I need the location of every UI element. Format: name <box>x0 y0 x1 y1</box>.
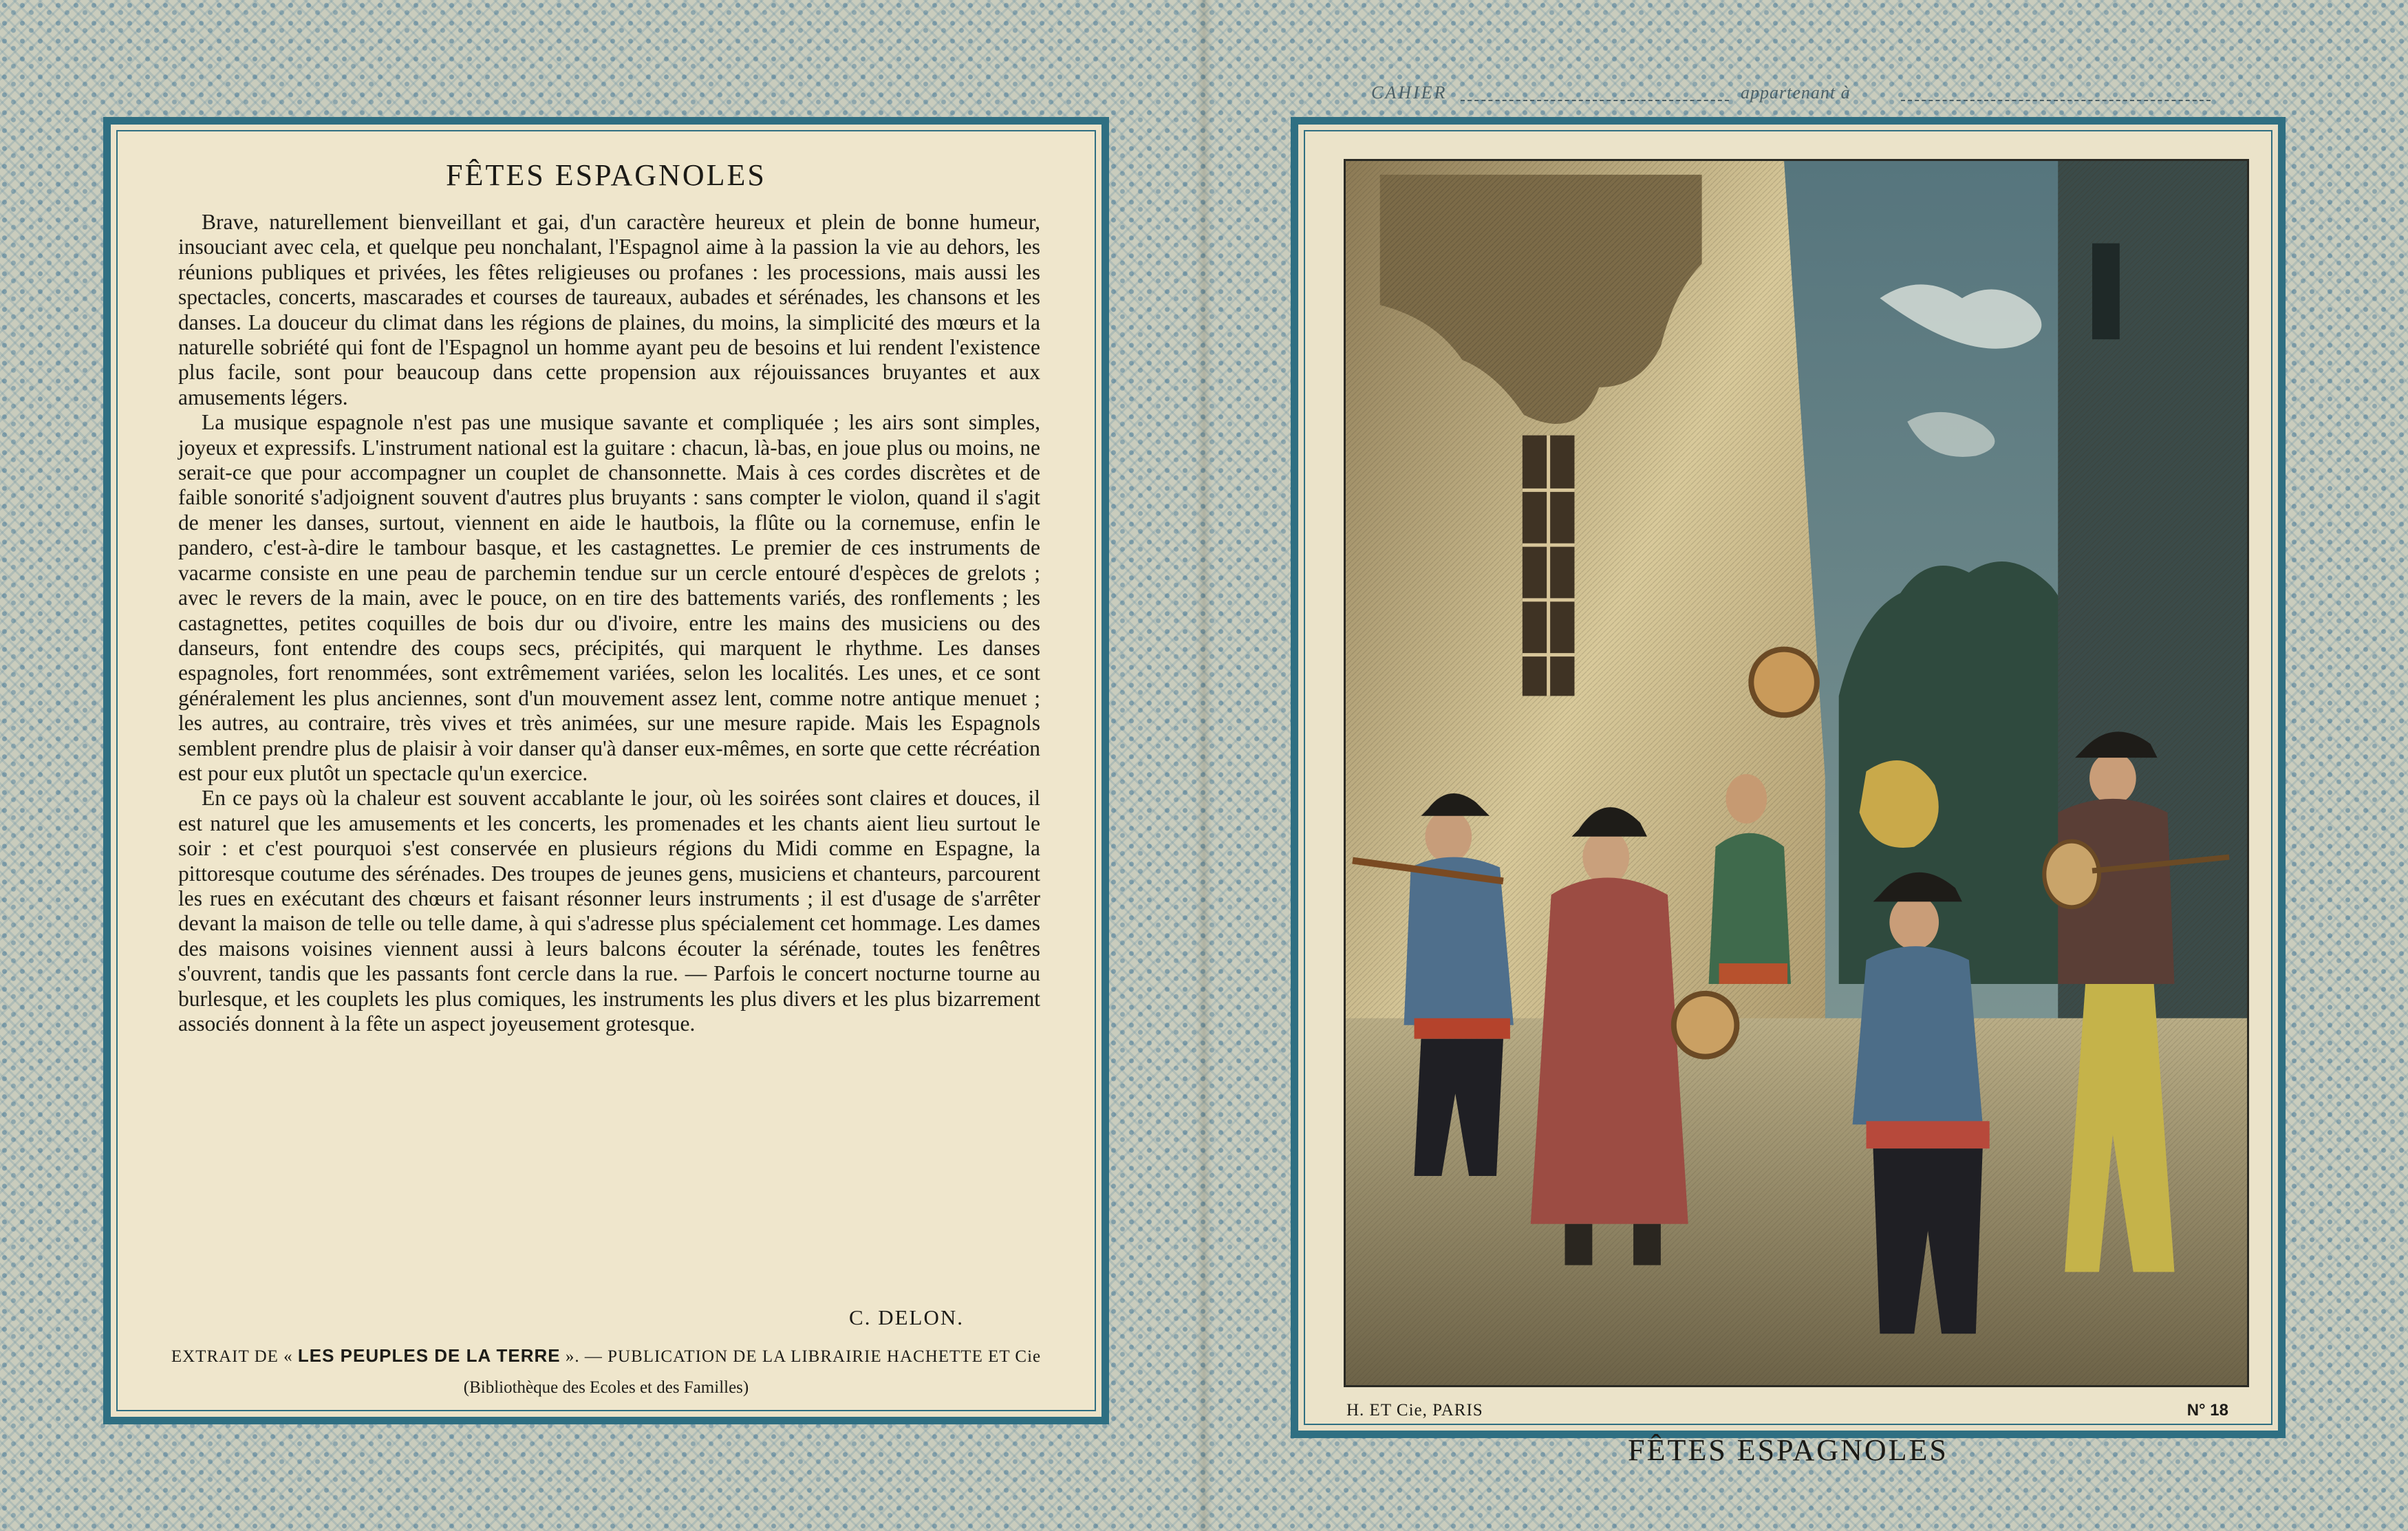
source-credit <box>118 1345 1095 1367</box>
source-work-title: LES PEUPLES DE LA TERRE <box>297 1345 561 1366</box>
paragraph-3: En ce pays où la chaleur est souvent accablante le jour, où les soirées sont claires et douces, il est naturel que les amusements et les concerts, les promenades et les chants aient lieu surtout le soir : et c'est pourquoi s'est conservée en plusieurs régions du Midi comme en Espagne, la pittoresque coutume des sérénades. Des troupes de jeunes gens, musiciens et chanteurs, parcourent les rues en exécutant des chœurs et faisant résonner leurs instruments ; il est d'usage de s'arrêter devant la maison de telle ou telle dame, à qui s'adresse plus spécialement cet hommage. Les dames des maisons voisines viennent aussi à leurs balcons écouter la sérénade, toutes les fenêtres s'ouvrent, tandis que les passants font cercle dans la rue. — Parfois le concert nocturne tourne au burlesque, et les couplets les plus comiques, les instruments les plus divers et les plus bizarrement associés donnent à la fête un aspect joyeusement grotesque. <box>178 786 1040 1036</box>
collection-note: (Bibliothèque des Ecoles et des Familles) <box>463 1378 749 1397</box>
appartenant-label: appartenant à <box>1741 83 1851 103</box>
owner-line <box>1371 77 2211 107</box>
printer-imprint: H. ET Cie, PARIS <box>1346 1401 1483 1420</box>
serenade-illustration <box>1344 159 2249 1387</box>
illustration-caption: FÊTES ESPAGNOLES <box>1628 1433 1948 1467</box>
paragraph-2: La musique espagnole n'est pas une musique savante et compliquée ; les airs sont simples, joyeux et expressifs. L'instrument national est la guitare : chacun, là-bas, en joue plus ou moins, ne serait-ce que pour accompagner un couplet de chansonnette. Mais à ces cordes discrètes et de faible sonorité s'adjoignent souvent d'autres plus bruyants : sans compter le violon, quand il s'agit de mener les danses, surtout, viennent en aide le hautbois, la flûte ou la cornemuse, enfin le pandero, c'est-à-dire le tambour basque, et les castagnettes. Le premier de ces instruments de vacarme consiste en une peau de parchemin tendue sur un cercle entouré d'espèces de grelots ; avec le revers de la main, avec le pouce, on en tire des battements variés, des ronflements ; les castagnettes, petites coquilles de bois dur ou d'ivoire, entre les mains des musiciens ou des danseurs, font entendre des coups secs, précipités, qui marquent le rhythme. Les danses espagnoles, fort renommées, sont extrêmement variées, selon les localités. Les unes, et ce sont généralement les plus anciennes, sont d'un mouvement assez lent, comme notre antique menuet ; les autres, au contraire, très vives et très animées, sur une mesure rapide. Mais les Espagnols semblent prendre plus de plaisir à voir danser qu'à danser eux-mêmes, en sorte que cette récréation est pour eux plutôt un spectacle qu'un exercice. <box>178 410 1040 785</box>
owner-rule-1 <box>1461 100 1729 101</box>
text-page <box>116 130 1096 1411</box>
source-publisher: ». — PUBLICATION DE LA LIBRAIRIE HACHETTE ET Cie <box>560 1347 1042 1366</box>
cahier-label: CAHIER <box>1371 83 1448 103</box>
paragraph-1: Brave, naturellement bienveillant et gai, d'un caractère heureux et plein de bonne humeur, insouciant avec cela, et quelque peu nonchalant, l'Espagnol aime à la passion la vie au dehors, les réunions publiques et privées, les fêtes religieuses ou profanes : les processions, mais aussi les spectacles, concerts, mascarades et courses de taureaux, aubades et sérénades, les chansons et les danses. La douceur du climat dans les régions de plaines, du moins, la simplicité des mœurs et la naturelle sobriété qui font de l'Espagnol un homme ayant peu de besoins et lui rendent l'existence plus facile, sont pour beaucoup dans cette propension aux réjouissances bruyantes et aux amusements légers. <box>178 210 1040 409</box>
text-page-frame <box>103 117 1109 1424</box>
page-title: FÊTES ESPAGNOLES <box>446 158 766 192</box>
article-body <box>178 210 1040 1036</box>
engraving-picture <box>1346 161 2247 1385</box>
source-prefix: EXTRAIT DE « <box>171 1347 298 1366</box>
owner-rule-2 <box>1901 100 2211 101</box>
plate-number: N° 18 <box>2186 1401 2228 1420</box>
illustration-page <box>1304 130 2272 1425</box>
illustration-page-frame <box>1291 117 2286 1438</box>
book-spine <box>1196 0 1212 1531</box>
author-signature: C. DELON. <box>849 1305 964 1329</box>
